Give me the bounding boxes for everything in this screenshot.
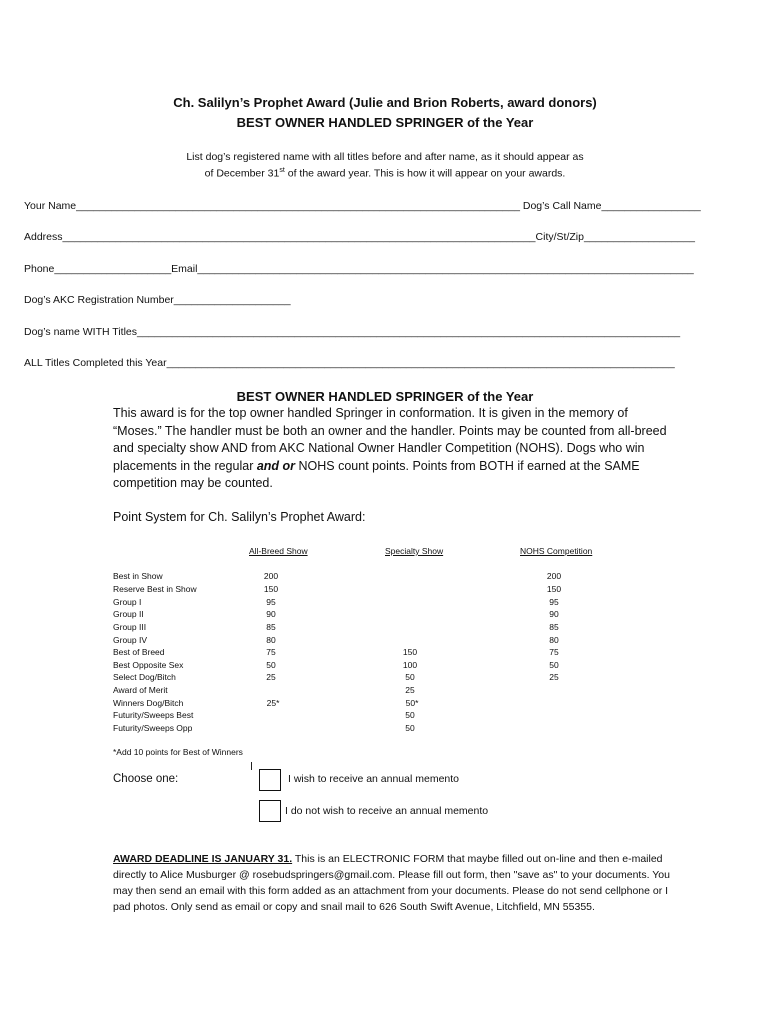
nohs-value: 150 (546, 584, 562, 594)
row-label: Select Dog/Bitch (113, 672, 176, 682)
cursor-mark (251, 762, 252, 770)
row-label: Futurity/Sweeps Opp (113, 723, 193, 733)
row-label: Winners Dog/Bitch (113, 698, 184, 708)
allbreed-value: 25 (266, 672, 276, 682)
col-header-allbreed: All-Breed Show (249, 546, 308, 556)
row-label: Award of Merit (113, 685, 168, 695)
nohs-value: 200 (546, 571, 562, 581)
your-name-field[interactable]: Your Name____________________________________________________________________________ Dog’s Call Name_________________ (24, 200, 701, 212)
row-label: Best of Breed (113, 647, 165, 657)
instructions-line-1: List dog’s registered name with all titles before and after name, as it should appear as (186, 151, 584, 163)
award-title: Ch. Salilyn’s Prophet Award (Julie and Brion Roberts, award donors) (173, 95, 597, 110)
specialty-value: 25 (405, 685, 415, 695)
allbreed-value: 80 (266, 635, 276, 645)
specialty-value: 50 (405, 723, 415, 733)
deadline-heading: AWARD DEADLINE IS JANUARY 31. (113, 853, 293, 865)
col-header-nohs: NOHS Competition (520, 546, 593, 556)
allbreed-value: 25* (266, 698, 280, 708)
memento-no-label: I do not wish to receive an annual memento (285, 805, 489, 817)
row-label: Futurity/Sweeps Best (113, 710, 194, 720)
instructions-text-b: of the award year. This is how it will appear on your awards. (284, 167, 566, 180)
instructions-sup: st (279, 167, 285, 174)
row-label: Best in Show (113, 571, 163, 581)
nohs-value: 90 (549, 609, 559, 619)
allbreed-value: 150 (263, 584, 279, 594)
akc-registration-field[interactable]: Dog’s AKC Registration Number____________________ (24, 294, 291, 306)
specialty-value: 100 (402, 660, 418, 670)
row-label: Best Opposite Sex (113, 660, 184, 670)
nohs-value: 75 (549, 647, 559, 657)
point-system-title: Point System for Ch. Salilyn’s Prophet Award: (113, 510, 366, 524)
memento-yes-label: I wish to receive an annual memento (288, 773, 460, 785)
allbreed-value: 95 (266, 597, 276, 607)
phone-email-field[interactable]: Phone____________________Email_____________________________________________________________________________________ (24, 263, 694, 275)
deadline-text: This is an ELECTRONIC FORM that maybe filled out on-line and then e-mailed directly to Alice Musburger @ rosebudspringers@gmail.com. Please fill out form, then "save as" to your documents. You may then send an email with this form added as an attachment from your documents. Please do not send cellphone or I pad photos. Only send as email or copy and snail mail to 626 South Swift Avenue, Litchfield, MN 55355. (113, 853, 670, 913)
allbreed-value: 75 (266, 647, 276, 657)
nohs-value: 95 (549, 597, 559, 607)
award-subtitle: BEST OWNER HANDLED SPRINGER of the Year (236, 115, 534, 130)
allbreed-value: 90 (266, 609, 276, 619)
instructions-text-a: of December 31 (204, 167, 280, 180)
col-header-specialty: Specialty Show (385, 546, 444, 556)
memento-yes-checkbox[interactable] (259, 769, 281, 791)
table-footnote: *Add 10 points for Best of Winners (113, 747, 243, 757)
instructions-line-2 (0, 167, 770, 180)
specialty-value: 50* (405, 698, 419, 708)
row-label: Group III (113, 622, 147, 632)
section-heading: BEST OWNER HANDLED SPRINGER of the Year (236, 389, 534, 404)
deadline-notice (113, 851, 673, 915)
row-label: Group IV (113, 635, 148, 645)
award-description (113, 405, 673, 493)
allbreed-value: 200 (263, 571, 279, 581)
allbreed-value: 50 (266, 660, 276, 670)
specialty-value: 50 (405, 672, 415, 682)
nohs-value: 80 (549, 635, 559, 645)
description-text-a: This award is for the top owner handled Springer in conformation. It is given in the memory of “Moses.” The handler must be both an owner and the handler. Points may be counted from all-breed and specialty show AND from AKC National Owner Handler Competition (NOHS). Dogs who win placements in the regular (113, 406, 667, 473)
specialty-value: 150 (402, 647, 418, 657)
address-field[interactable]: Address_________________________________________________________________________________City/St/Zip___________________ (24, 231, 695, 243)
specialty-value: 50 (405, 710, 415, 720)
memento-no-checkbox[interactable] (259, 800, 281, 822)
description-text-b: NOHS count points. Points from BOTH if earned at the SAME competition may be counted. (113, 458, 640, 491)
row-label: Group II (113, 609, 144, 619)
allbreed-value: 85 (266, 622, 276, 632)
description-emphasis: and or (256, 458, 296, 473)
row-label: Reserve Best in Show (113, 584, 197, 594)
dog-name-field[interactable]: Dog’s name WITH Titles_____________________________________________________________________________________________ (24, 326, 681, 338)
titles-completed-field[interactable]: ALL Titles Completed this Year_______________________________________________________________________________________ (24, 357, 675, 369)
nohs-value: 85 (549, 622, 559, 632)
nohs-value: 50 (549, 660, 559, 670)
choose-one-label: Choose one: (113, 773, 179, 785)
row-label: Group I (113, 597, 142, 607)
nohs-value: 25 (549, 672, 559, 682)
